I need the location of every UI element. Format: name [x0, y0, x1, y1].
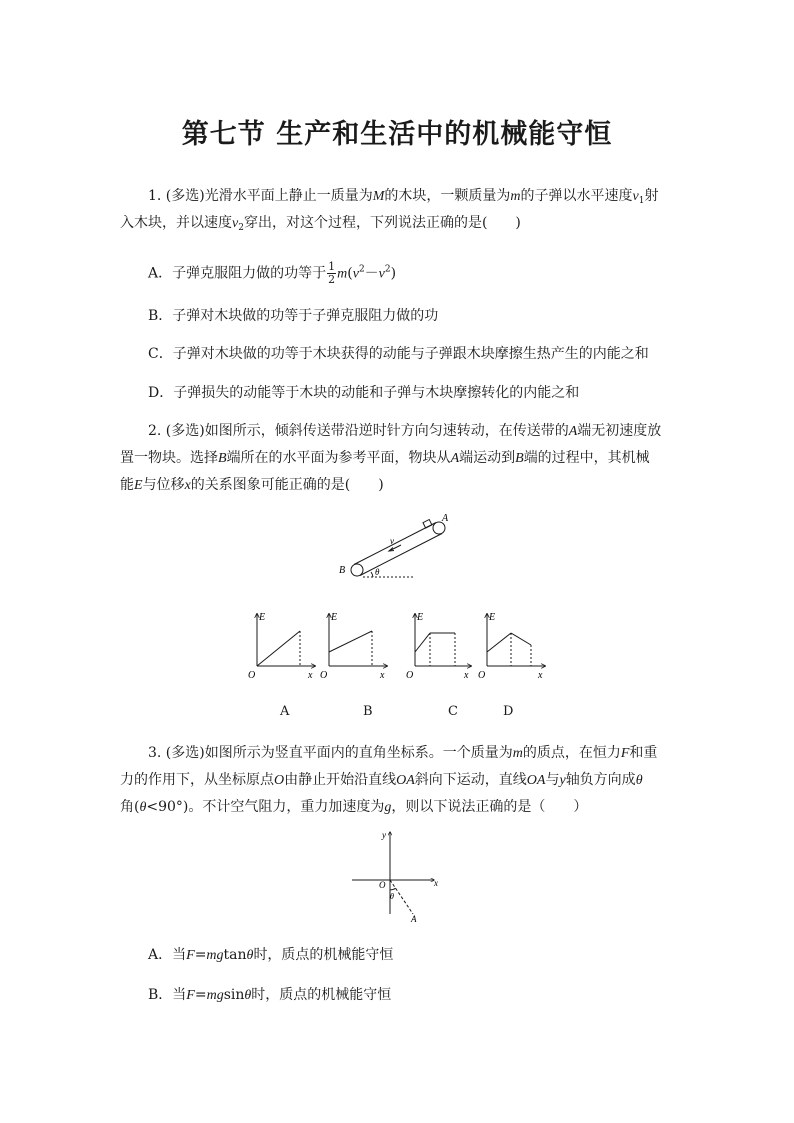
graph-d-e-label: E — [489, 612, 496, 623]
theta-arc — [390, 888, 396, 890]
q1-option-b: B．子弹对木块做的功等于子弹克服阻力做的功 — [148, 308, 439, 324]
q1-stem: 1. (多选)光滑水平面上静止一质量为M的木块，一颗质量为m的子弹以水平速度$v_1$射 入木块，并以速度$v_2$穿出，对这个过程，下列说法正确的是( ) — [120, 188, 659, 233]
graph-d-o-label: O — [478, 670, 486, 681]
graph-c-x-label: x — [464, 670, 469, 681]
fig-label-theta: θ — [375, 567, 380, 577]
belt-bottom — [360, 534, 442, 576]
coordinate-figure — [348, 826, 448, 926]
fig3-label-theta: θ — [390, 892, 394, 901]
fig-label-a: A — [442, 513, 449, 524]
q1-option-c: C．子弹对木块做的功等于木块获得的动能与子弹跟木块摩擦生热产生的内能之和 — [148, 346, 649, 362]
fig-label-b: B — [339, 565, 346, 576]
graph-c-e-label: E — [417, 612, 424, 623]
page-title: 第七节 生产和生活中的机械能守恒 — [181, 119, 613, 150]
block — [423, 520, 432, 529]
fig3-label-x: x — [434, 878, 438, 888]
q2-stem: 2. (多选)如图所示，倾斜传送带沿逆时针方向匀速转动，在传送带的A端无初速度放 置一物块。选择B端所在的水平面为参考平面，物块从A端运动到B端的过程中，其机械 能E与位移x的关系图象可能正确的是( ) — [120, 423, 662, 493]
q3-option-b: B．当F=mgsinθ时，质点的机械能守恒 — [148, 987, 392, 1003]
graph-a-e-label: E — [259, 612, 266, 623]
graph-a — [257, 614, 315, 666]
fig3-label-a: A — [411, 914, 417, 924]
graph-choice-c: C — [448, 704, 458, 719]
graph-d-x-label: x — [538, 670, 543, 681]
graph-c-o-label: O — [406, 670, 414, 681]
graph-b-e-label: E — [331, 612, 338, 623]
graph-choice-d: D — [503, 704, 514, 719]
fig-label-v: v — [390, 536, 394, 546]
pulley-b — [351, 564, 363, 576]
angle-arc — [371, 572, 373, 577]
conveyor-belt-figure — [335, 508, 465, 588]
q3-option-a: A．当F=mgtanθ时，质点的机械能守恒 — [148, 947, 394, 963]
q1-option-a: A．子弹克服阻力做的功等于 $\frac{1}{2}$ $m(v^2-v^2)$ — [148, 260, 397, 286]
graph-b — [329, 614, 387, 666]
q1-option-d: D．子弹损失的动能等于木块的动能和子弹与木块摩擦转化的内能之和 — [148, 385, 580, 401]
fraction-one-half: $\frac{1}{2}$ — [328, 260, 336, 286]
belt-top — [354, 523, 436, 565]
energy-graphs — [245, 608, 555, 683]
graph-b-x-label: x — [380, 670, 385, 681]
graph-b-o-label: O — [320, 670, 328, 681]
graph-choice-a: A — [280, 704, 290, 719]
graph-c — [415, 614, 471, 666]
fig3-label-y: y — [382, 830, 386, 840]
fig3-label-o: O — [379, 880, 386, 890]
graph-a-o-label: O — [248, 670, 256, 681]
q3-stem: 3. (多选)如图所示为竖直平面内的直角坐标系。一个质量为m的质点，在恒力F和重 力的作用下，从坐标原点O由静止开始沿直线OA斜向下运动，直线OA与y轴负方向成θ 角(θ<90°)。不计空气阻力，重力加速度为g，则以下说法正确的是（ ） — [120, 745, 658, 815]
graph-choice-b: B — [363, 704, 373, 719]
graph-d — [487, 614, 545, 666]
graph-a-x-label: x — [308, 670, 313, 681]
